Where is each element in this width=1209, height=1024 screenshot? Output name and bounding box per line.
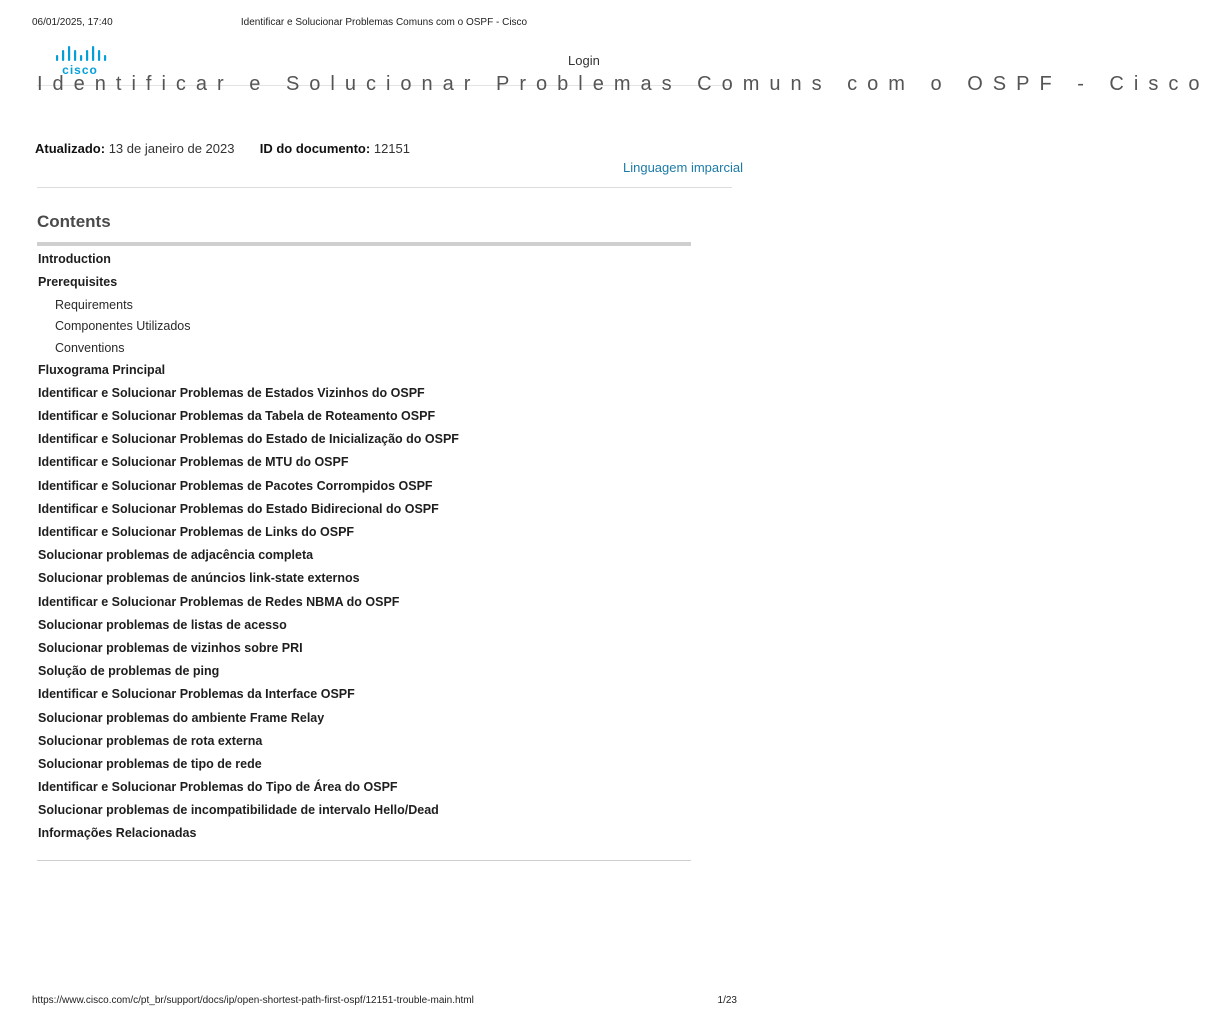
contents-bottom-rule xyxy=(37,860,691,861)
toc-item[interactable]: Identificar e Solucionar Problemas da Tabela de Roteamento OSPF xyxy=(38,409,436,423)
print-header xyxy=(0,17,768,31)
logo-bar xyxy=(98,50,100,61)
toc-item[interactable]: Conventions xyxy=(55,341,125,355)
login-link[interactable]: Login xyxy=(568,53,600,68)
toc-item[interactable]: Identificar e Solucionar Problemas de Pacotes Corrompidos OSPF xyxy=(38,479,433,493)
page-number: 1/23 xyxy=(717,995,737,1006)
logo-bar xyxy=(62,50,64,61)
logo-bar xyxy=(74,50,76,61)
logo-bar xyxy=(104,55,106,61)
toc-item[interactable]: Solucionar problemas de rota externa xyxy=(38,734,263,748)
toc-item[interactable]: Identificar e Solucionar Problemas de Estados Vizinhos do OSPF xyxy=(38,386,425,400)
doc-id-value: 12151 xyxy=(373,141,410,156)
toc-item[interactable]: Identificar e Solucionar Problemas do Tipo de Área do OSPF xyxy=(38,780,398,794)
logo-bar xyxy=(86,50,88,61)
toc-item[interactable]: Componentes Utilizados xyxy=(55,319,191,333)
updated-value: 13 de janeiro de 2023 xyxy=(108,141,235,156)
toc-item[interactable]: Requirements xyxy=(55,298,133,312)
page-url: https://www.cisco.com/c/pt_br/support/docs/ip/open-shortest-path-first-ospf/12151-trouble-main.html xyxy=(32,995,474,1006)
toc-item[interactable]: Identificar e Solucionar Problemas do Estado de Inicialização do OSPF xyxy=(38,432,459,446)
toc-item[interactable]: Solucionar problemas de tipo de rede xyxy=(38,757,262,771)
logo-bar xyxy=(80,55,82,61)
updated-label: Atualizado: xyxy=(35,141,106,156)
toc-item[interactable]: Solução de problemas de ping xyxy=(38,664,220,678)
toc-item[interactable]: Solucionar problemas de listas de acesso xyxy=(38,618,287,632)
meta-divider xyxy=(37,187,732,188)
doc-id-label: ID do documento: xyxy=(259,141,371,156)
toc-item[interactable]: Informações Relacionadas xyxy=(38,826,197,840)
toc-item[interactable]: Fluxograma Principal xyxy=(38,363,166,377)
svg-text:cisco: cisco xyxy=(62,63,98,77)
toc-item[interactable]: Solucionar problemas do ambiente Frame Relay xyxy=(38,711,325,725)
print-page-title: Identificar e Solucionar Problemas Comuns com o OSPF - Cisco xyxy=(240,17,528,28)
contents-heading: Contents xyxy=(37,212,111,231)
article-meta xyxy=(35,141,410,156)
toc-item[interactable]: Solucionar problemas de incompatibilidade de intervalo Hello/Dead xyxy=(38,803,439,817)
toc-item[interactable]: Identificar e Solucionar Problemas do Estado Bidirecional do OSPF xyxy=(38,502,439,516)
print-datetime: 06/01/2025, 17:40 xyxy=(32,17,113,28)
biased-language-link[interactable]: Linguagem imparcial xyxy=(623,160,743,175)
logo-bar xyxy=(56,55,58,61)
toc-item[interactable]: Solucionar problemas de anúncios link-state externos xyxy=(38,571,360,585)
print-footer xyxy=(0,995,768,1009)
toc-item[interactable]: Identificar e Solucionar Problemas de MTU do OSPF xyxy=(38,455,349,469)
toc-item[interactable]: Prerequisites xyxy=(38,275,118,289)
toc-item[interactable]: Introduction xyxy=(38,252,111,266)
article-title-text: Identificar e Solucionar Problemas Comuns com o OSPF - Cisco xyxy=(37,73,1209,95)
logo-bar xyxy=(92,46,94,61)
cisco-logo-icon[interactable] xyxy=(52,46,108,76)
toc-item[interactable]: Identificar e Solucionar Problemas de Links do OSPF xyxy=(38,525,355,539)
logo-bar xyxy=(68,46,70,61)
toc-item[interactable]: Solucionar problemas de adjacência completa xyxy=(38,548,314,562)
toc-item[interactable]: Identificar e Solucionar Problemas da Interface OSPF xyxy=(38,687,355,701)
toc-item[interactable]: Identificar e Solucionar Problemas de Redes NBMA do OSPF xyxy=(38,595,400,609)
contents-top-rule xyxy=(37,242,691,246)
toc-item[interactable]: Solucionar problemas de vizinhos sobre PRI xyxy=(38,641,303,655)
article-title-clipped xyxy=(37,73,1209,95)
